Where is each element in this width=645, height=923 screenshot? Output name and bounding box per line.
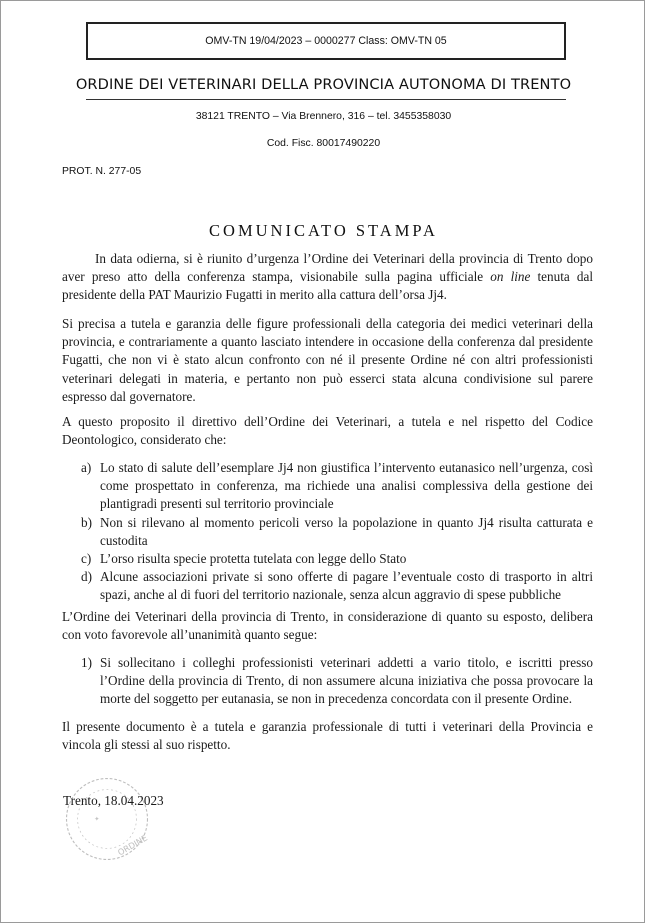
list-marker: c)	[81, 551, 92, 567]
paragraph-2	[62, 315, 593, 406]
list-item-text: Non si rilevano al momento pericoli verso la popolazione in quanto Jj4 risulta catturata e custodita	[100, 514, 593, 548]
paragraph-3	[62, 413, 593, 449]
paragraph-2-text: Si precisa a tutela e garanzia delle figure professionali della categoria dei medici veterinari della provincia, e contrariamente a quanto lasciato intendere in occasione della conferenza dal presidente Fugatti, che non vi è stato alcun confronto con né il presente Ordine né con altri professionisti veterinari delegati in materia, e pertanto non può esserci stata alcuna condivisione sul parere espresso dal governatore.	[62, 316, 593, 404]
paragraph-1	[62, 250, 593, 305]
protocol-stamp-box	[86, 22, 566, 60]
list-marker: a)	[81, 460, 92, 475]
signature-place-date: Trento, 18.04.2023	[63, 793, 164, 808]
official-seal-stamp	[61, 773, 153, 865]
list-item-text: Alcune associazioni private si sono offerte di pagare l’eventuale costo di trasporto in altri spazi, anche al di fuori del territorio nazionale, senza alcun aggravio di spese pubbliche	[100, 569, 593, 603]
list-item-text: L’orso risulta specie protetta tutelata con legge dello Stato	[100, 551, 407, 567]
organization-title: ORDINE DEI VETERINARI DELLA PROVINCIA AUTONOMA DI TRENTO	[75, 76, 572, 93]
svg-text:ORDINE: ORDINE	[115, 832, 149, 858]
document-heading: COMUNICATO STAMPA	[209, 221, 438, 240]
list-item	[62, 654, 593, 709]
header-divider	[86, 99, 566, 100]
svg-text:✦: ✦	[94, 814, 100, 823]
list-marker: b)	[81, 514, 92, 530]
list-item	[62, 459, 593, 514]
list-item	[62, 568, 593, 604]
paragraph-4	[62, 608, 593, 644]
organization-fiscal-code: Cod. Fisc. 80017490220	[266, 138, 381, 149]
list-item	[62, 514, 593, 550]
list-marker: d)	[81, 569, 92, 585]
resolutions-list	[62, 654, 593, 709]
paragraph-1-italic: on line	[490, 269, 531, 285]
paragraph-3-text: A questo proposito il direttivo dell’Ordine dei Veterinari, a tutela e nel rispetto del Codice Deontologico, considerato che:	[62, 414, 593, 448]
list-item-text: Si sollecitano i colleghi professionisti veterinari addetti a vario titolo, e iscritti presso l’Ordine della provincia di Trento, di non assumere alcuna iniziativa che possa provocare la morte del soggetto per eutanasia, se non in precedenza concordata con il presente Ordine.	[100, 655, 593, 707]
paragraph-4-text: L’Ordine dei Veterinari della provincia di Trento, in considerazione di quanto su esposto, delibera con voto favorevole all’unanimità quanto segue:	[62, 609, 593, 643]
protocol-stamp-text: OMV-TN 19/04/2023 – 0000277 Class: OMV-TN 05	[205, 35, 447, 47]
organization-address: 38121 TRENTO – Via Brennero, 316 – tel. 3455358030	[195, 111, 452, 122]
paragraph-1-text-a: In data odierna, si è riunito d’urgenza l’Ordine dei Veterinari della provincia di Trento dopo aver preso atto della conferenza stampa, visionabile sulla pagina ufficiale	[62, 251, 593, 285]
paragraph-1-text-b: tenuta dal presidente della PAT Maurizio Fugatti in merito alla cattura dell’orsa Jj4.	[62, 269, 594, 303]
protocol-number: PROT. N. 277-05	[62, 166, 142, 177]
list-item-text: Lo stato di salute dell’esemplare Jj4 non giustifica l’intervento eutanasico nell’urgenza, così come prospettato in conferenza, ma richiede una analisi complessiva della gestione dei plantigradi presenti sul territorio provinciale	[100, 460, 593, 512]
considerations-list	[62, 459, 593, 605]
list-marker: 1)	[81, 655, 92, 670]
paragraph-5	[62, 718, 593, 754]
list-item	[62, 550, 593, 568]
paragraph-5-text: Il presente documento è a tutela e garanzia professionale di tutti i veterinari della Provincia e vincola gli stessi al suo rispetto.	[62, 719, 593, 753]
